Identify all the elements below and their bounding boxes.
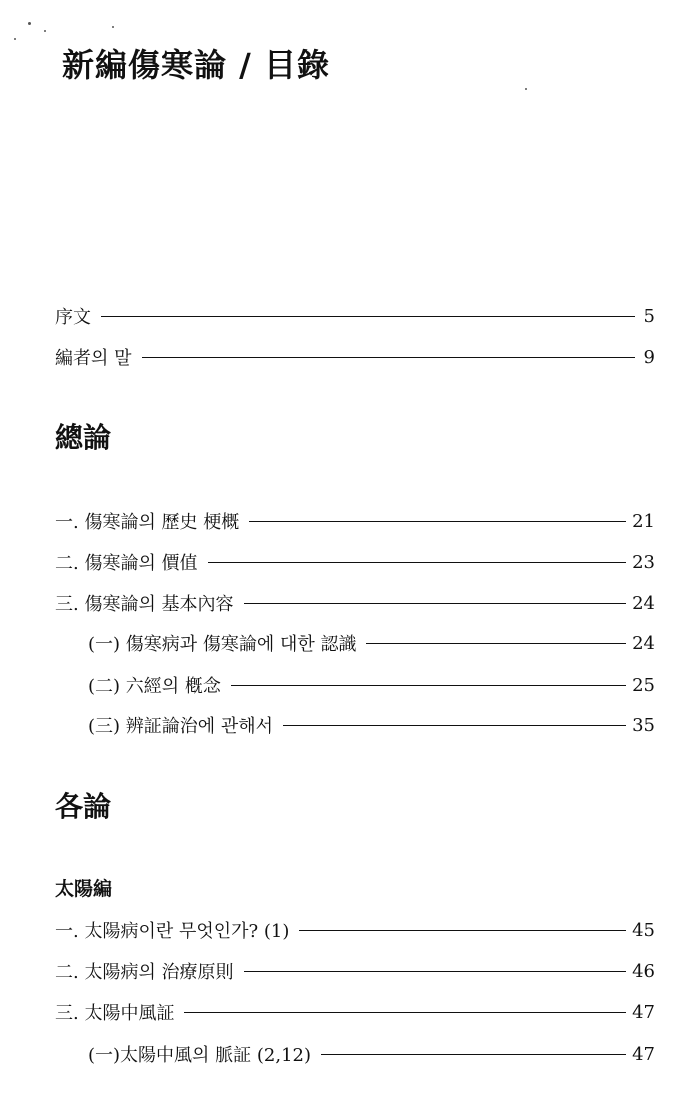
- toc-entry-label: 序文: [55, 307, 91, 328]
- scan-speck: [14, 38, 16, 40]
- toc-entry[interactable]: [55, 998, 655, 1026]
- toc-entry[interactable]: [55, 589, 655, 617]
- section-heading-specific: 各論: [55, 790, 112, 823]
- toc-page-number: 23: [632, 551, 655, 573]
- section-heading-general: 總論: [55, 421, 112, 454]
- toc-page-number: 46: [632, 960, 655, 982]
- toc-leader-line: [299, 930, 626, 931]
- scan-speck: [28, 22, 31, 25]
- toc-entry-label: 二. 傷寒論의 價值: [55, 553, 198, 574]
- toc-leader-line: [366, 643, 626, 644]
- toc-leader-line: [244, 971, 627, 972]
- toc-entry[interactable]: [55, 957, 655, 985]
- toc-leader-line: [249, 521, 626, 522]
- toc-entry-label: 二. 太陽病의 治療原則: [55, 962, 234, 983]
- toc-page-number: 47: [632, 1001, 655, 1023]
- toc-leader-line: [231, 685, 626, 686]
- toc-entry-label: 三. 太陽中風証: [55, 1003, 175, 1024]
- toc-page-number: 21: [632, 510, 655, 532]
- toc-entry-label: 一. 傷寒論의 歷史 梗概: [55, 512, 240, 533]
- scan-speck: [44, 30, 46, 32]
- scan-speck: [112, 26, 114, 28]
- toc-page-number: 45: [632, 919, 655, 941]
- subsection-heading: 太陽編: [55, 878, 113, 900]
- toc-entry-label: 三. 傷寒論의 基本內容: [55, 594, 234, 615]
- toc-entry-label: 一. 太陽病이란 무엇인가? (1): [55, 921, 290, 942]
- toc-leader-line: [244, 603, 627, 604]
- toc-entry[interactable]: [88, 629, 655, 657]
- toc-entry[interactable]: [55, 548, 655, 576]
- toc-entry-preface[interactable]: [55, 302, 655, 330]
- toc-page-number: 35: [632, 714, 655, 736]
- toc-page-number: 9: [643, 346, 655, 368]
- toc-entry[interactable]: [88, 711, 655, 739]
- toc-entry[interactable]: [88, 1040, 655, 1068]
- toc-leader-line: [184, 1012, 626, 1013]
- toc-entry-label: (三) 辨証論治에 관해서: [88, 716, 274, 737]
- toc-entry-label: (二) 六經의 槪念: [88, 676, 221, 697]
- toc-page-number: 25: [632, 674, 655, 696]
- toc-leader-line: [142, 357, 636, 358]
- toc-leader-line: [283, 725, 626, 726]
- toc-entry-editors-note[interactable]: [55, 343, 655, 371]
- toc-page-number: 5: [643, 305, 655, 327]
- toc-leader-line: [208, 562, 627, 563]
- scan-speck: [525, 88, 527, 90]
- toc-entry[interactable]: [55, 916, 655, 944]
- toc-entry-label: 編者의 말: [55, 348, 132, 369]
- toc-entry[interactable]: [55, 507, 655, 535]
- toc-leader-line: [101, 316, 635, 317]
- toc-page-number: 47: [632, 1043, 655, 1065]
- toc-page-number: 24: [632, 592, 655, 614]
- toc-entry-label: (一) 傷寒病과 傷寒論에 대한 認識: [88, 634, 357, 655]
- toc-entry-label: (一)太陽中風의 脈証 (2,12): [88, 1045, 311, 1066]
- toc-leader-line: [321, 1054, 626, 1055]
- toc-page-number: 24: [632, 632, 655, 654]
- page-title: 新編傷寒論 / 目錄: [62, 46, 330, 84]
- toc-entry[interactable]: [88, 671, 655, 699]
